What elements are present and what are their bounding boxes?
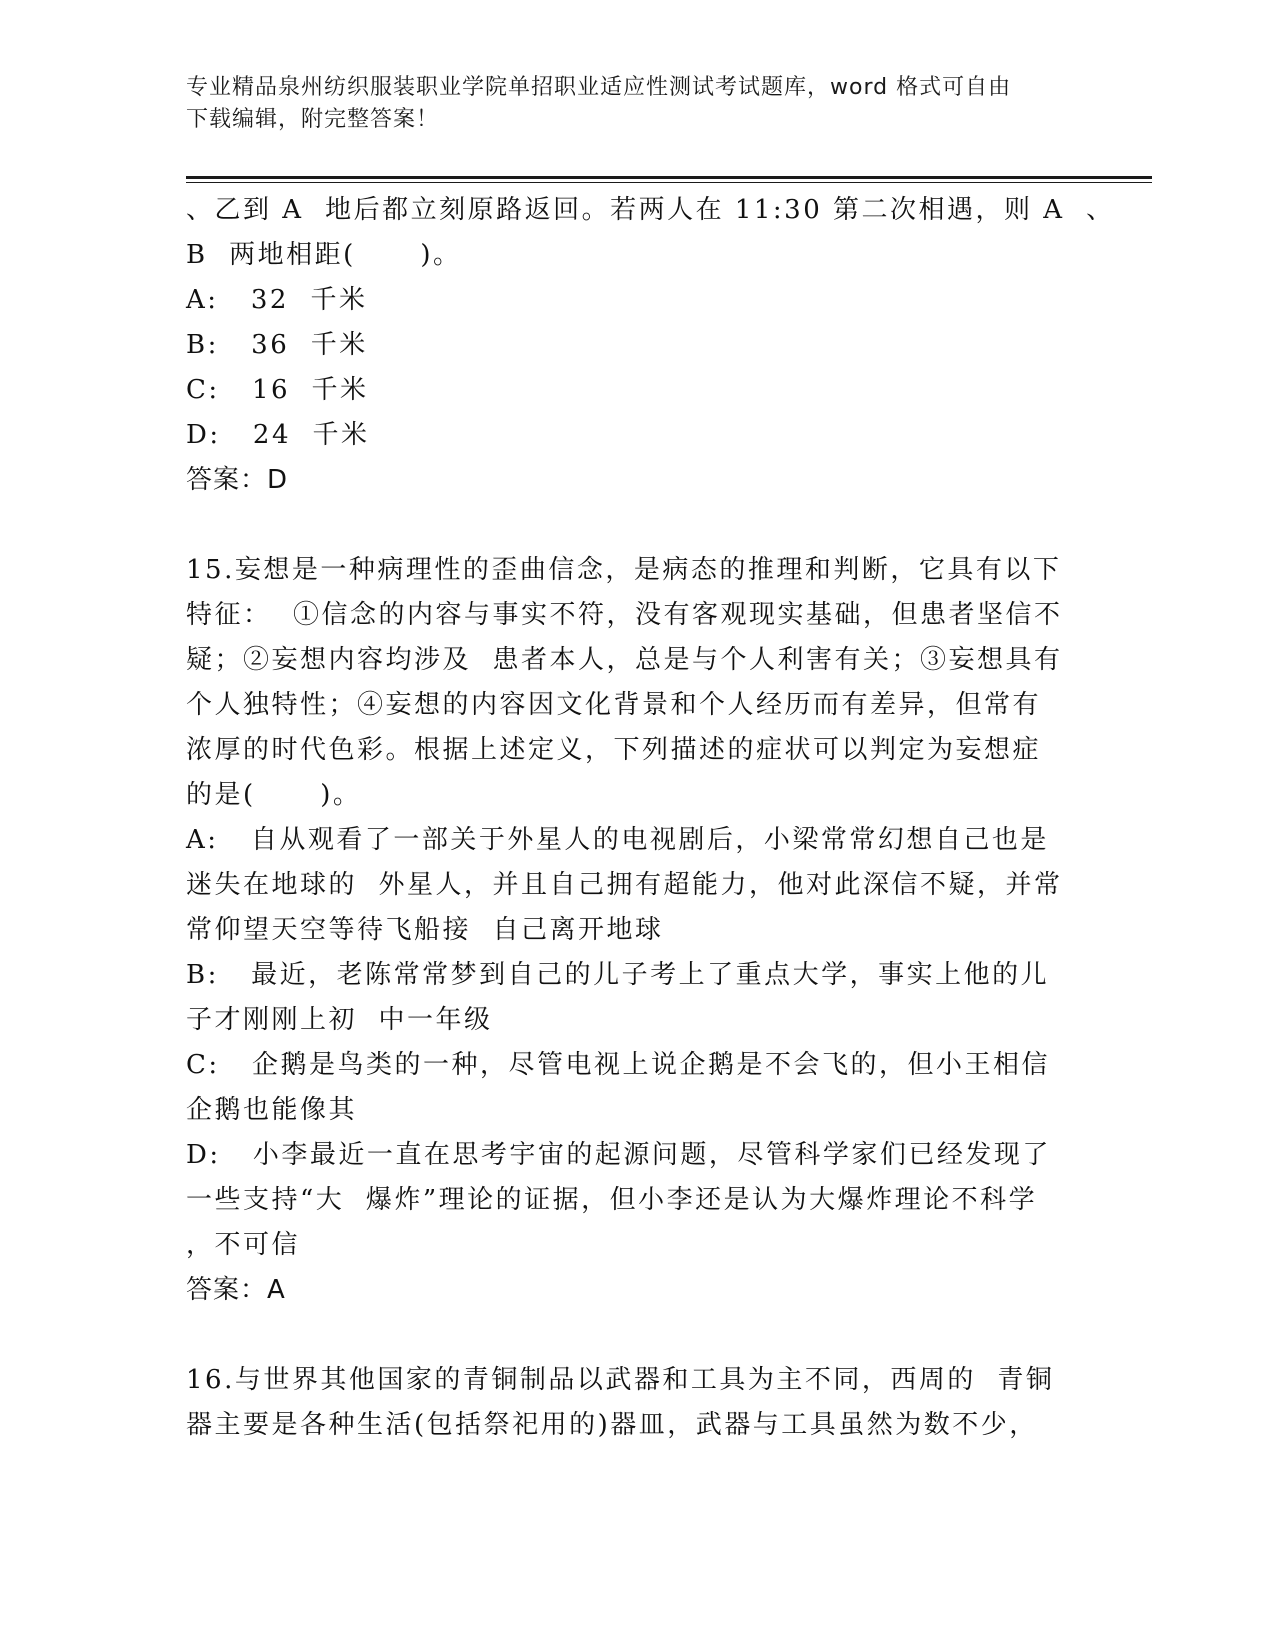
header-line-2: 下载编辑，附完整答案！ xyxy=(186,107,440,132)
option-a-continued: 常仰望天空等待飞船接 自己离开地球 xyxy=(186,915,664,945)
question-stem-line: 器主要是各种生活(包括祭祀用的)器皿，武器与工具虽然为数不少， xyxy=(186,1410,1038,1440)
question-stem-line: B 两地相距( )。 xyxy=(186,240,462,270)
header-rule-thick xyxy=(186,176,1152,179)
page-header xyxy=(186,72,1066,136)
question-stem-line: 15.妄想是一种病理性的歪曲信念，是病态的推理和判断，它具有以下 xyxy=(186,555,1062,585)
option-c: C: 16 千米 xyxy=(186,375,369,405)
question-16 xyxy=(186,1358,1066,1448)
question-spacer xyxy=(186,503,1066,548)
question-stem-line: 浓厚的时代色彩。根据上述定义，下列描述的症状可以判定为妄想症 xyxy=(186,735,1042,765)
document-body xyxy=(186,188,1115,1448)
option-b-continued: 子才刚刚上初 中一年级 xyxy=(186,1005,493,1035)
option-a: A: 32 千米 xyxy=(186,285,368,315)
question-stem-line: 个人独特性；④妄想的内容因文化背景和个人经历而有差异，但常有 xyxy=(186,690,1042,720)
option-c-continued: 企鹅也能像其 xyxy=(186,1095,358,1125)
header-rule-thin xyxy=(186,182,1152,183)
question-stem-line: 的是( )。 xyxy=(186,780,362,810)
question-15 xyxy=(186,548,1066,1313)
header-line-1: 专业精品泉州纺织服装职业学院单招职业适应性测试考试题库，word 格式可自由 xyxy=(186,75,1012,100)
question-stem-line: 16.与世界其他国家的青铜制品以武器和工具为主不同，西周的 青铜 xyxy=(186,1365,1055,1395)
question-stem-line: 疑；②妄想内容均涉及 患者本人，总是与个人利害有关；③妄想具有 xyxy=(186,645,1063,675)
option-c: C: 企鹅是鸟类的一种，尽管电视上说企鹅是不会飞的，但小王相信 xyxy=(186,1050,1050,1080)
question-stem-line: 、乙到 A 地后都立刻原路返回。若两人在 11:30 第二次相遇，则 A 、 xyxy=(186,195,1115,225)
option-d-continued: ，不可信 xyxy=(186,1230,301,1260)
option-d: D: 小李最近一直在思考宇宙的起源问题，尽管科学家们已经发现了 xyxy=(186,1140,1051,1170)
option-b: B: 最近，老陈常常梦到自己的儿子考上了重点大学，事实上他的儿 xyxy=(186,960,1050,990)
question-14 xyxy=(186,188,1115,503)
option-d-continued: 一些支持“大 爆炸”理论的证据，但小李还是认为大爆炸理论不科学 xyxy=(186,1185,1038,1215)
answer-label: 答案：A xyxy=(186,1275,286,1305)
option-a-continued: 迷失在地球的 外星人，并且自己拥有超能力，他对此深信不疑，并常 xyxy=(186,870,1063,900)
option-b: B: 36 千米 xyxy=(186,330,368,360)
option-d: D: 24 千米 xyxy=(186,420,370,450)
answer-label: 答案：D xyxy=(186,465,289,495)
question-stem-line: 特征： ①信念的内容与事实不符，没有客观现实基础，但患者坚信不 xyxy=(186,600,1063,630)
question-spacer xyxy=(186,1313,1066,1358)
option-a: A: 自从观看了一部关于外星人的电视剧后，小梁常常幻想自己也是 xyxy=(186,825,1049,855)
